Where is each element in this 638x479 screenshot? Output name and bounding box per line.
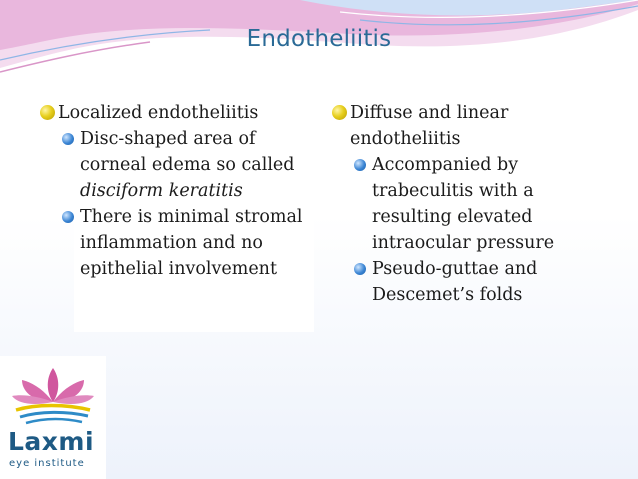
yellow-bullet-icon [38, 100, 58, 126]
left-point-2 [60, 204, 308, 282]
right-heading-row [330, 100, 580, 152]
left-point-1-plain: Disc-shaped area of corneal edema so called [80, 129, 295, 175]
slide-title: Endotheliitis [246, 26, 392, 52]
left-heading-row [38, 100, 308, 126]
left-point-2-text: There is minimal stromal inflammation and no epithelial involvement [80, 207, 303, 279]
blue-bullet-icon [60, 204, 80, 230]
blue-bullet-icon [60, 126, 80, 152]
right-heading: Diffuse and linear endotheliitis [350, 103, 509, 149]
left-point-1 [60, 126, 308, 204]
right-point-1-text: Accompanied by trabeculitis with a resulting elevated intraocular pressure [372, 155, 555, 253]
logo-brand-name: Laxmi [8, 427, 95, 456]
logo-tagline: eye institute [9, 458, 85, 469]
yellow-bullet-icon [330, 100, 350, 126]
blue-bullet-icon [352, 256, 372, 282]
right-point-2-text: Pseudo-guttae and Descemet’s folds [372, 259, 538, 305]
lotus-logo-icon [8, 360, 98, 430]
left-heading: Localized endotheliitis [58, 103, 259, 123]
blue-bullet-icon [352, 152, 372, 178]
left-point-1-emphasis: disciform keratitis [80, 181, 243, 201]
left-point-1-text [80, 126, 308, 204]
right-column [330, 100, 580, 308]
right-point-2 [352, 256, 580, 308]
right-point-1 [352, 152, 580, 256]
left-column [38, 100, 308, 282]
